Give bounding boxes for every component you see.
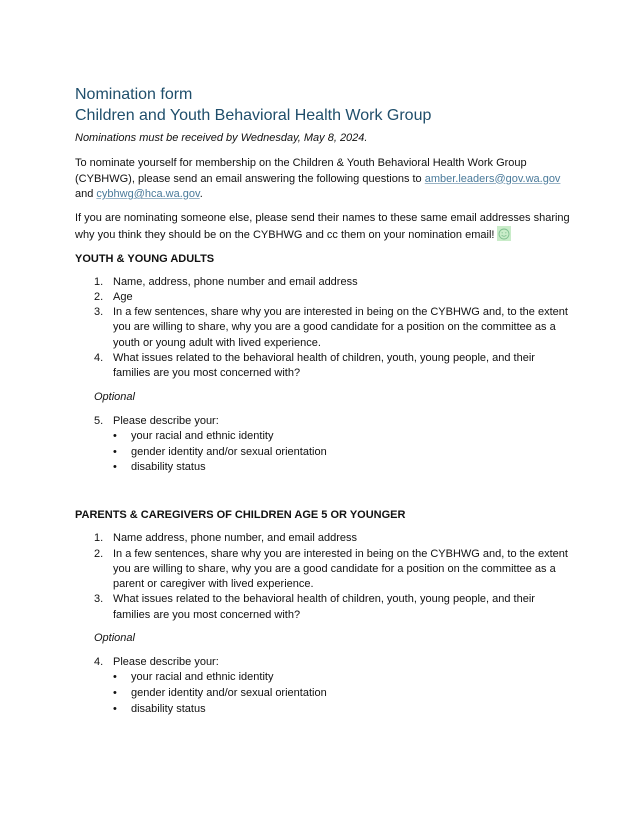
list-item <box>75 275 570 290</box>
list-item <box>75 531 570 546</box>
document-title: Nomination form <box>75 86 193 103</box>
bullet-text: disability status <box>131 461 206 474</box>
list-item <box>75 547 570 593</box>
section-heading-parents: PARENTS & CAREGIVERS OF CHILDREN AGE 5 OR YOUNGER <box>75 509 406 522</box>
deadline-notice: Nominations must be received by Wednesday, May 8, 2024. <box>75 132 368 144</box>
question-text: What issues related to the behavioral health of children, youth, young people, and their families are you most concerned with? <box>113 593 535 621</box>
bullet-text: gender identity and/or sexual orientation <box>131 687 327 700</box>
question-text: Age <box>113 290 133 303</box>
bullet-item <box>75 702 570 718</box>
list-number: 3. <box>94 306 104 319</box>
intro-period: . <box>199 188 203 200</box>
question-list-youth <box>75 275 570 382</box>
nominate-other-text: If you are nominating someone else, please send their names to these same email addresses sharing why you think they should be on the CYBHWG and cc them on your nomination email! <box>75 211 570 241</box>
list-number: 1. <box>94 275 104 288</box>
list-item <box>75 592 570 623</box>
intro-text: To nominate yourself for membership on the Children & Youth Behavioral Health Work Group (CYBHWG), please send an email answering the following questions to <box>75 157 527 185</box>
nominate-other-paragraph <box>75 211 570 244</box>
list-item <box>75 290 570 305</box>
section-spacer <box>75 476 570 504</box>
question-text: In a few sentences, share why you are interested in being on the CYBHWG and, to the extent you are willing to share, why you are a good candidate for a position on the committee as a youth or young adult with lived experience. <box>113 306 568 349</box>
bullet-text: your racial and ethnic identity <box>131 429 274 442</box>
bullet-icon: • <box>113 461 117 474</box>
list-number: 1. <box>94 532 104 545</box>
bullet-text: disability status <box>131 702 206 715</box>
bullet-item <box>75 686 570 702</box>
intro-paragraph <box>75 156 570 203</box>
intro-text-and: and <box>75 188 97 200</box>
section-heading-youth: YOUTH & YOUNG ADULTS <box>75 252 215 265</box>
list-number: 4. <box>94 351 104 364</box>
bullet-icon: • <box>113 445 117 458</box>
list-number: 4. <box>94 656 104 669</box>
question-text: Please describe your: <box>113 414 219 427</box>
bullet-item <box>75 429 570 445</box>
bullet-text: gender identity and/or sexual orientation <box>131 445 327 458</box>
list-number: 2. <box>94 547 104 560</box>
question-text: Name, address, phone number and email address <box>113 275 358 288</box>
document-subtitle: Children and Youth Behavioral Health Work Group <box>75 107 432 124</box>
optional-question-list-youth <box>75 414 570 429</box>
bullet-icon: • <box>113 687 117 700</box>
question-text: Please describe your: <box>113 656 219 669</box>
document-page <box>75 84 570 718</box>
question-text: Name address, phone number, and email address <box>113 532 357 545</box>
bullet-item <box>75 460 570 476</box>
list-item <box>75 414 570 429</box>
email-link-cybhwg[interactable]: cybhwg@hca.wa.gov <box>96 188 200 200</box>
section-youth <box>75 252 570 477</box>
bullet-list-youth <box>75 429 570 476</box>
question-text: What issues related to the behavioral health of children, youth, young people, and their families are you most concerned with? <box>113 351 535 380</box>
bullet-icon: • <box>113 429 117 442</box>
bullet-icon: • <box>113 702 117 715</box>
bullet-item <box>75 445 570 461</box>
optional-question-list-parents <box>75 655 570 670</box>
section-parents <box>75 508 570 717</box>
question-list-parents <box>75 531 570 623</box>
optional-label: Optional <box>94 390 135 403</box>
question-text: In a few sentences, share why you are interested in being on the CYBHWG and, to the extent you are willing to share, why you are a good candidate for a position on the committee as a parent or caregiver with lived experience. <box>113 547 568 591</box>
smiley-face-icon <box>497 226 511 241</box>
list-item <box>75 351 570 382</box>
bullet-list-parents <box>75 670 570 717</box>
list-item <box>75 305 570 351</box>
list-number: 5. <box>94 414 104 427</box>
list-item <box>75 655 570 670</box>
list-number: 3. <box>94 593 104 606</box>
bullet-icon: • <box>113 671 117 684</box>
email-link-amber[interactable]: amber.leaders@gov.wa.gov <box>424 172 561 185</box>
optional-label: Optional <box>94 632 135 645</box>
list-number: 2. <box>94 290 104 303</box>
bullet-item <box>75 670 570 686</box>
bullet-text: your racial and ethnic identity <box>131 671 274 684</box>
